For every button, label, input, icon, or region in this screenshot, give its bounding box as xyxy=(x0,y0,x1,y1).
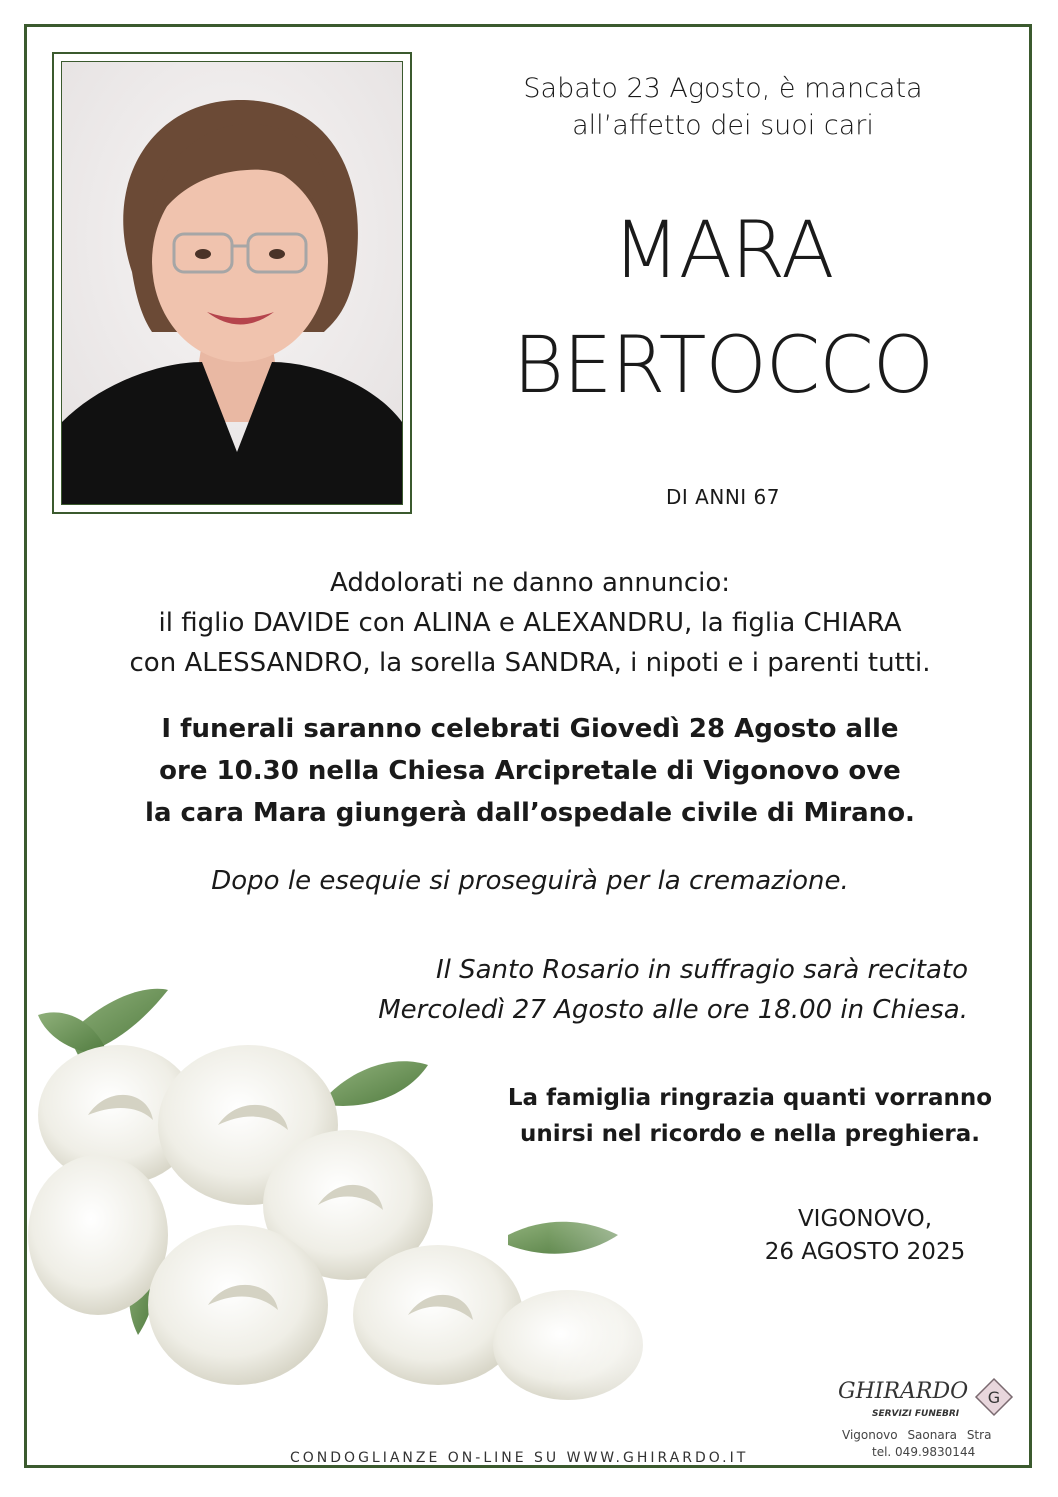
white-roses-image xyxy=(28,975,728,1435)
deceased-age: DI ANNI 67 xyxy=(666,485,780,509)
condolences-link[interactable]: CONDOGLIANZE ON-LINE SU WWW.GHIRARDO.IT xyxy=(290,1450,749,1466)
funeral-line: la cara Mara giungerà dall’ospedale civile di Mirano. xyxy=(145,798,915,828)
logo-subtitle: SERVIZI FUNEBRI xyxy=(872,1409,960,1419)
place: VIGONOVO, xyxy=(797,1206,933,1232)
funeral-line: ore 10.30 nella Chiesa Arcipretale di Vigonovo ove xyxy=(159,756,901,786)
rosary-line: Mercoledì 27 Agosto alle ore 18.00 in Chiesa. xyxy=(378,995,968,1025)
rosary-line: Il Santo Rosario in suffragio sarà recitato xyxy=(435,955,968,985)
announcement-line: il figlio DAVIDE con ALINA e ALEXANDRU, la figlia CHIARA xyxy=(158,608,902,638)
rosary-details xyxy=(330,950,1000,1030)
deceased-last-name: BERTOCCO xyxy=(512,321,934,411)
date: 26 AGOSTO 2025 xyxy=(764,1239,966,1265)
family-thanks xyxy=(470,1080,1030,1152)
intro-line: Sabato 23 Agosto, è mancata xyxy=(523,73,923,104)
intro-line: all’affetto dei suoi cari xyxy=(572,110,874,141)
announcement-block xyxy=(60,563,1000,683)
portrait-frame xyxy=(52,52,412,514)
logo-mark-letter: G xyxy=(987,1388,1001,1407)
announcement-line: con ALESSANDRO, la sorella SANDRA, i nipoti e i parenti tutti. xyxy=(129,648,931,678)
logo-towns: Vigonovo Saonara Stra xyxy=(842,1428,992,1442)
portrait-photo xyxy=(61,61,403,505)
funeral-line: I funerali saranno celebrati Giovedì 28 Agosto alle xyxy=(161,714,899,744)
portrait-image xyxy=(62,62,402,504)
announcement-line: Addolorati ne danno annuncio: xyxy=(329,568,731,598)
logo-phone: tel. 049.9830144 xyxy=(872,1445,976,1459)
thanks-line: La famiglia ringrazia quanti vorranno xyxy=(507,1085,993,1111)
diamond-g-logo-icon xyxy=(974,1377,1014,1417)
funeral-details xyxy=(60,708,1000,834)
logo-brand: GHIRARDO xyxy=(838,1379,969,1404)
cremation-note: Dopo le esequie si proseguirà per la cremazione. xyxy=(211,866,849,896)
thanks-line: unirsi nel ricordo e nella preghiera. xyxy=(520,1121,980,1147)
deceased-first-name: MARA xyxy=(612,206,834,296)
place-and-date xyxy=(740,1203,990,1269)
funeral-home-logo xyxy=(832,1375,1032,1470)
intro-text xyxy=(440,70,1006,144)
